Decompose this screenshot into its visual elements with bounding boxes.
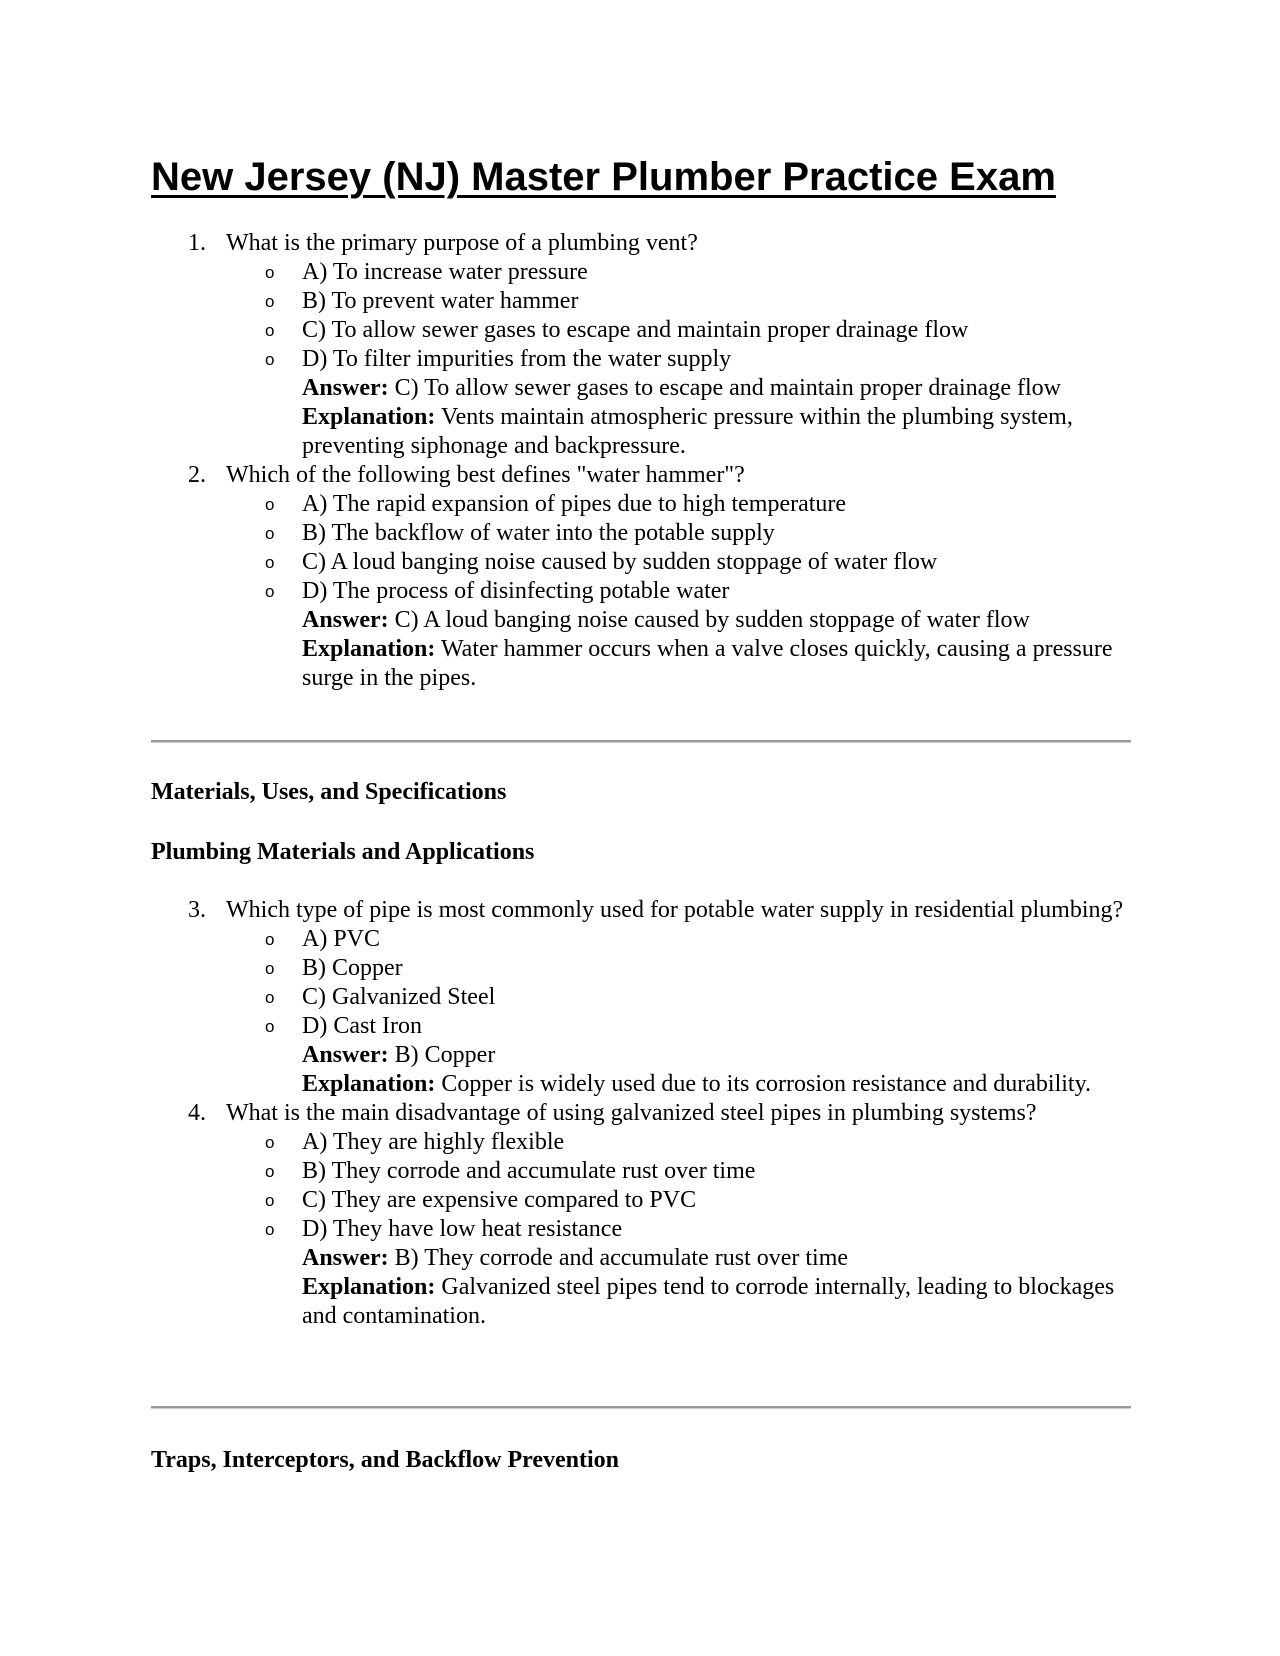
option <box>226 490 1141 519</box>
answer-line <box>226 1041 1141 1070</box>
bullet-icon: o <box>265 1220 275 1239</box>
options-list <box>226 490 1141 606</box>
explanation-text: Galvanized steel pipes tend to corrode internally, leading to blockages and contamination. <box>302 1274 1115 1329</box>
bullet-icon: o <box>265 263 275 282</box>
option <box>226 548 1141 577</box>
answer-text: C) To allow sewer gases to escape and maintain proper drainage flow <box>394 375 1061 401</box>
bullet-icon: o <box>265 321 275 340</box>
answer-label: Answer: <box>302 1245 389 1271</box>
question-number: 4. <box>188 1100 206 1126</box>
explanation-text: Water hammer occurs when a valve closes quickly, causing a pressure surge in the pipes. <box>302 636 1113 691</box>
question <box>151 1099 1141 1331</box>
option <box>226 287 1141 316</box>
bullet-icon: o <box>265 495 275 514</box>
question <box>151 896 1141 1099</box>
option <box>226 1128 1141 1157</box>
options-list <box>226 1128 1141 1244</box>
bullet-icon: o <box>265 988 275 1007</box>
option-text: B) To prevent water hammer <box>302 288 579 314</box>
option-text: B) They corrode and accumulate rust over time <box>302 1158 756 1184</box>
answer-line <box>226 606 1141 635</box>
answer-label: Answer: <box>302 1042 389 1068</box>
bullet-icon: o <box>265 524 275 543</box>
explanation-text: Copper is widely used due to its corrosion resistance and durability. <box>441 1071 1092 1097</box>
explanation-line <box>226 635 1141 693</box>
bullet-icon: o <box>265 1191 275 1210</box>
question-number: 2. <box>188 462 206 488</box>
option-text: D) The process of disinfecting potable water <box>302 578 730 604</box>
options-list <box>226 925 1141 1041</box>
bullet-icon: o <box>265 350 275 369</box>
explanation-text: Vents maintain atmospheric pressure within the plumbing system, preventing siphonage and backpressure. <box>302 404 1073 459</box>
question-text: What is the main disadvantage of using galvanized steel pipes in plumbing systems? <box>226 1100 1037 1126</box>
option-text: C) Galvanized Steel <box>302 984 496 1010</box>
option-text: A) They are highly flexible <box>302 1129 565 1155</box>
option-text: A) PVC <box>302 926 381 952</box>
page-title: New Jersey (NJ) Master Plumber Practice Exam <box>151 155 1056 199</box>
option <box>226 1186 1141 1215</box>
option <box>226 1157 1141 1186</box>
option <box>226 983 1141 1012</box>
question-text: Which of the following best defines "water hammer"? <box>226 462 745 488</box>
divider <box>151 740 1131 743</box>
question-list-1 <box>151 229 1141 693</box>
question-text: What is the primary purpose of a plumbing vent? <box>226 230 698 256</box>
option-text: C) They are expensive compared to PVC <box>302 1187 697 1213</box>
explanation-line <box>226 403 1141 461</box>
option <box>226 1215 1141 1244</box>
answer-label: Answer: <box>302 375 389 401</box>
option-text: C) To allow sewer gases to escape and maintain proper drainage flow <box>302 317 969 343</box>
option <box>226 954 1141 983</box>
question <box>151 229 1141 461</box>
bullet-icon: o <box>265 959 275 978</box>
section-heading: Traps, Interceptors, and Backflow Prevention <box>151 1447 619 1473</box>
bullet-icon: o <box>265 1133 275 1152</box>
option-text: D) To filter impurities from the water supply <box>302 346 732 372</box>
bullet-icon: o <box>265 1017 275 1036</box>
bullet-icon: o <box>265 553 275 572</box>
option-text: D) They have low heat resistance <box>302 1216 623 1242</box>
answer-text: C) A loud banging noise caused by sudden stoppage of water flow <box>394 607 1030 633</box>
option <box>226 258 1141 287</box>
question-list-2 <box>151 896 1141 1331</box>
option-text: B) Copper <box>302 955 403 981</box>
section-subheading: Plumbing Materials and Applications <box>151 839 535 865</box>
explanation-label: Explanation: <box>302 636 436 662</box>
bullet-icon: o <box>265 292 275 311</box>
section-heading: Materials, Uses, and Specifications <box>151 779 507 805</box>
answer-line <box>226 374 1141 403</box>
option-text: B) The backflow of water into the potable supply <box>302 520 775 546</box>
explanation-line <box>226 1070 1141 1099</box>
option-text: D) Cast Iron <box>302 1013 422 1039</box>
explanation-label: Explanation: <box>302 404 436 430</box>
option <box>226 519 1141 548</box>
option <box>226 577 1141 606</box>
bullet-icon: o <box>265 1162 275 1181</box>
answer-text: B) Copper <box>394 1042 496 1068</box>
answer-text: B) They corrode and accumulate rust over time <box>394 1245 849 1271</box>
divider <box>151 1406 1131 1409</box>
option-text: C) A loud banging noise caused by sudden stoppage of water flow <box>302 549 938 575</box>
option <box>226 345 1141 374</box>
question-number: 3. <box>188 897 206 923</box>
option <box>226 925 1141 954</box>
explanation-label: Explanation: <box>302 1274 436 1300</box>
answer-line <box>226 1244 1141 1273</box>
option <box>226 1012 1141 1041</box>
options-list <box>226 258 1141 374</box>
explanation-line <box>226 1273 1141 1331</box>
answer-label: Answer: <box>302 607 389 633</box>
explanation-label: Explanation: <box>302 1071 436 1097</box>
bullet-icon: o <box>265 582 275 601</box>
bullet-icon: o <box>265 930 275 949</box>
question-number: 1. <box>188 230 206 256</box>
question <box>151 461 1141 693</box>
option-text: A) To increase water pressure <box>302 259 588 285</box>
option <box>226 316 1141 345</box>
option-text: A) The rapid expansion of pipes due to high temperature <box>302 491 847 517</box>
question-text: Which type of pipe is most commonly used for potable water supply in residential plumbing? <box>226 897 1124 923</box>
